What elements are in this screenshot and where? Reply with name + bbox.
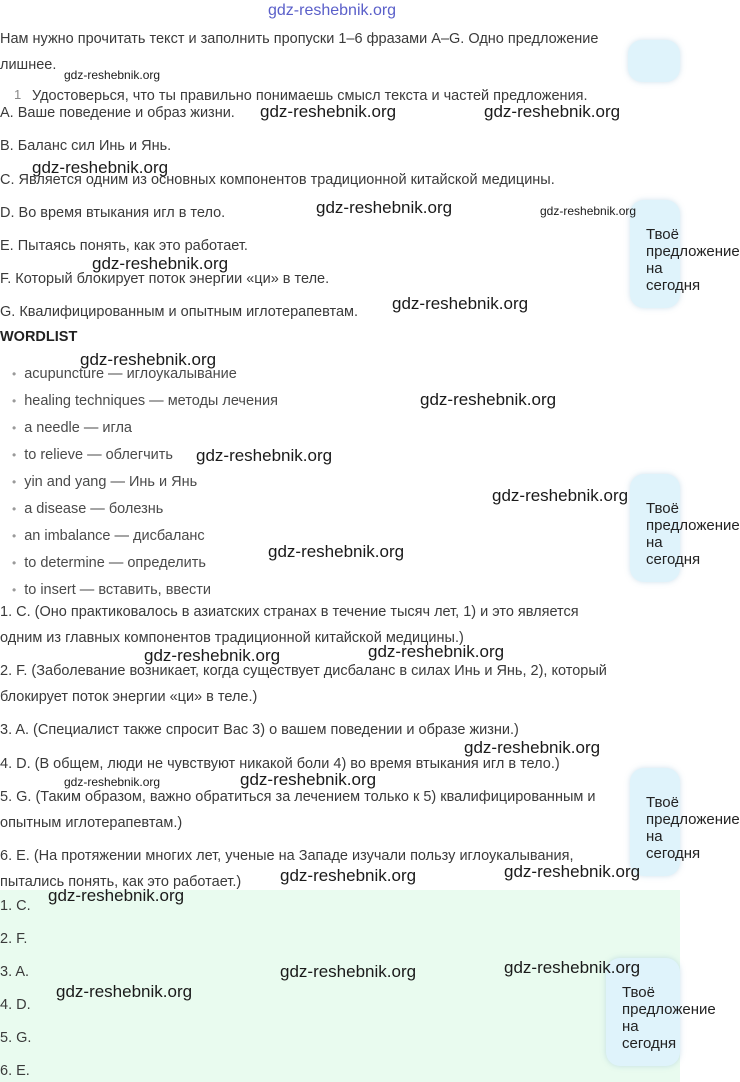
explanation-6: 6. E. (На протяжении многих лет, ученые на Западе изучали пользу иглоукалывания, [0, 848, 574, 864]
option-c: C. Является одним из основных компонентов традиционной китайской медицины. [0, 172, 555, 188]
explanation-5-cont: опытным иглотерапевтам.) [0, 815, 183, 831]
answer-5: 5. G. [0, 1030, 32, 1046]
wordlist-item: • acupuncture — иглоукалывание [12, 366, 237, 382]
option-f: F. Который блокирует поток энергии «ци» в теле. [0, 271, 330, 287]
wordlist-title: WORDLIST [0, 329, 78, 345]
answer-2: 2. F. [0, 931, 28, 947]
watermark: gdz-reshebnik.org [240, 770, 377, 789]
wordlist-item: • healing techniques — методы лечения [12, 393, 278, 409]
option-e: E. Пытаясь понять, как это работает. [0, 238, 248, 254]
wordlist-item: • an imbalance — дисбаланс [12, 528, 205, 544]
intro-text: Нам нужно прочитать текст и заполнить пропуски 1–6 фразами A–G. Одно предложение [0, 31, 599, 47]
watermark-top[interactable]: gdz-reshebnik.org [268, 2, 397, 19]
bullet-icon: • [12, 448, 17, 462]
wordlist-item: • to relieve — облегчить [12, 447, 173, 463]
watermark: gdz-reshebnik.org [504, 958, 641, 977]
bullet-icon: • [12, 394, 17, 408]
option-b: B. Баланс сил Инь и Янь. [0, 138, 172, 154]
watermark: gdz-reshebnik.org [280, 866, 417, 885]
wordlist-item: • to determine — определить [12, 555, 206, 571]
watermark: gdz-reshebnik.org [64, 775, 161, 789]
answer-6: 6. E. [0, 1063, 30, 1079]
promo-card-text: Твоё предложение на сегодня [622, 984, 716, 1052]
explanation-6-cont: пытались понять, как это работает.) [0, 874, 242, 890]
tip-row [0, 84, 660, 102]
promo-card[interactable] [630, 768, 740, 876]
option-g: G. Квалифицированным и опытным иглотерапевтам. [0, 304, 359, 320]
bullet-icon: • [12, 529, 17, 543]
explanation-4: 4. D. (В общем, люди не чувствуют никакой боли 4) во время втыкания игл в тело.) [0, 756, 560, 772]
wordlist-item: • a needle — игла [12, 420, 132, 436]
wordlist-item: • a disease — болезнь [12, 501, 164, 517]
answer-1: 1. C. [0, 898, 31, 914]
watermark: gdz-reshebnik.org [144, 646, 281, 665]
explanation-2-cont: блокирует поток энергии «ци» в теле.) [0, 689, 258, 705]
explanation-1: 1. C. (Оно практиковалось в азиатских странах в течение тысяч лет, 1) и это является [0, 604, 579, 620]
explanation-2: 2. F. (Заболевание возникает, когда существует дисбаланс в силах Инь и Янь, 2), который [0, 663, 607, 679]
watermark: gdz-reshebnik.org [368, 642, 505, 661]
promo-card-top[interactable] [628, 40, 680, 82]
bullet-icon: • [12, 421, 17, 435]
option-d: D. Во время втыкания игл в тело. [0, 205, 226, 221]
answer-4: 4. D. [0, 997, 31, 1013]
bullet-icon: • [12, 556, 17, 570]
watermark: gdz-reshebnik.org [492, 486, 629, 505]
promo-card-text: Твоё предложение на сегодня [646, 500, 740, 568]
watermark: gdz-reshebnik.org [48, 886, 185, 905]
bullet-icon: • [12, 367, 17, 381]
watermark: gdz-reshebnik.org [56, 982, 193, 1001]
explanation-3: 3. A. (Специалист также спросит Вас 3) о вашем поведении и образе жизни.) [0, 722, 519, 738]
explanation-1-cont: одним из главных компонентов традиционной китайской медицины.) [0, 630, 464, 646]
promo-card[interactable] [630, 200, 740, 308]
watermark: gdz-reshebnik.org [484, 102, 621, 121]
watermark: gdz-reshebnik.org [92, 254, 229, 273]
watermark: gdz-reshebnik.org [32, 158, 169, 177]
wordlist-item: • yin and yang — Инь и Янь [12, 474, 198, 490]
intro-text-cont: лишнее. [0, 57, 57, 73]
promo-card-text: Твоё предложение на сегодня [646, 226, 740, 294]
promo-card-text: Твоё предложение на сегодня [646, 794, 740, 862]
watermark: gdz-reshebnik.org [280, 962, 417, 981]
answer-3: 3. A. [0, 964, 30, 980]
watermark: gdz-reshebnik.org [260, 102, 397, 121]
tip-number: 1 [14, 87, 22, 102]
watermark: gdz-reshebnik.org [540, 204, 637, 218]
bullet-icon: • [12, 583, 17, 597]
watermark: gdz-reshebnik.org [420, 390, 557, 409]
watermark: gdz-reshebnik.org [196, 446, 333, 465]
watermark: gdz-reshebnik.org [316, 198, 453, 217]
bullet-icon: • [12, 502, 17, 516]
watermark: gdz-reshebnik.org [392, 294, 529, 313]
watermark: gdz-reshebnik.org [64, 68, 161, 82]
watermark: gdz-reshebnik.org [80, 350, 217, 369]
explanation-5: 5. G. (Таким образом, важно обратиться за лечением только к 5) квалифицированным и [0, 789, 596, 805]
watermark: gdz-reshebnik.org [268, 542, 405, 561]
option-a: A. Ваше поведение и образ жизни. [0, 105, 235, 121]
tip-text: Удостоверься, что ты правильно понимаешь смысл текста и частей предложения. [32, 88, 588, 104]
watermark: gdz-reshebnik.org [504, 862, 641, 881]
watermark: gdz-reshebnik.org [464, 738, 601, 757]
wordlist-item: • to insert — вставить, ввести [12, 582, 212, 598]
promo-card[interactable] [630, 474, 740, 582]
bullet-icon: • [12, 475, 17, 489]
